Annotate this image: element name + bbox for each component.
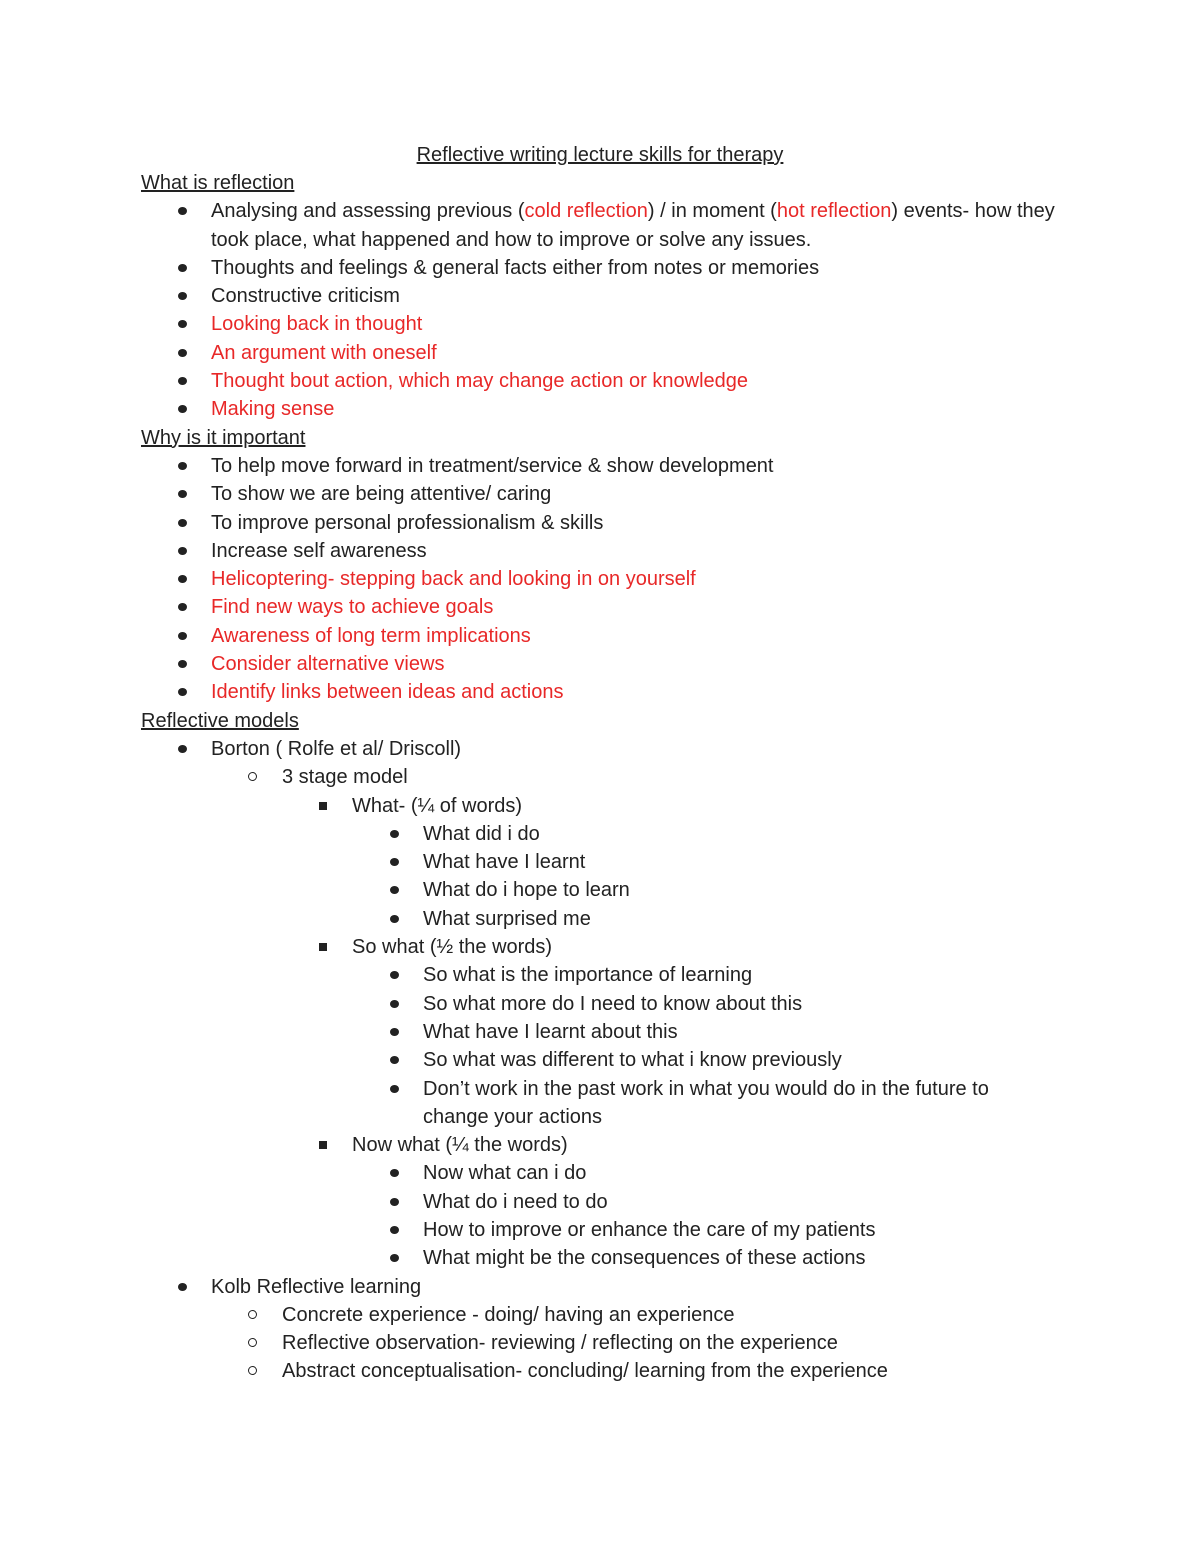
list-item: Analysing and assessing previous (cold reflection) / in moment (hot reflection) events- how they took place, what happened and how to improve or solve any issues. xyxy=(141,197,1061,254)
list-item-highlight: Helicoptering- stepping back and looking in on yourself xyxy=(141,565,1061,593)
list-item: What do i need to do xyxy=(141,1188,1061,1216)
list-item: Concrete experience - doing/ having an experience xyxy=(141,1301,1061,1329)
kolb-sublist xyxy=(141,1301,1061,1386)
now-what-items-list xyxy=(141,1159,1061,1272)
list-item: Now what can i do xyxy=(141,1159,1061,1187)
bullet-icon xyxy=(178,462,187,470)
list-item: To help move forward in treatment/service & show development xyxy=(141,452,1061,480)
stage-what-list xyxy=(141,792,1061,820)
bullet-icon xyxy=(178,207,187,215)
bullet-icon xyxy=(390,830,399,838)
highlight-text: hot reflection xyxy=(776,200,892,223)
list-item: Thoughts and feelings & general facts either from notes or memories xyxy=(141,254,1061,282)
document-title: Reflective writing lecture skills for therapy xyxy=(416,144,784,166)
list-item: What have I learnt xyxy=(141,848,1061,876)
list-item-borton: Borton ( Rolfe et al/ Driscoll) xyxy=(141,735,1061,763)
list-item-stage-model: 3 stage model xyxy=(141,763,1061,791)
square-bullet-icon xyxy=(319,1141,327,1149)
bullet-icon xyxy=(178,688,187,696)
list-item: So what more do I need to know about this xyxy=(141,990,1061,1018)
why-important-list xyxy=(141,452,1061,707)
stage-now-what-list xyxy=(141,1131,1061,1159)
list-item: To show we are being attentive/ caring xyxy=(141,480,1061,508)
bullet-icon xyxy=(178,547,187,555)
list-item-highlight: Awareness of long term implications xyxy=(141,622,1061,650)
bullet-icon xyxy=(178,632,187,640)
kolb-list xyxy=(141,1273,1061,1301)
hollow-bullet-icon xyxy=(248,1366,257,1375)
bullet-icon xyxy=(390,858,399,866)
section-heading-what-is-reflection: What is reflection xyxy=(141,172,295,194)
square-bullet-icon xyxy=(319,802,327,810)
bullet-icon xyxy=(178,490,187,498)
bullet-icon xyxy=(390,1226,399,1234)
bullet-icon xyxy=(178,660,187,668)
list-item: Constructive criticism xyxy=(141,282,1061,310)
list-item: So what is the importance of learning xyxy=(141,961,1061,989)
section-heading-reflective-models: Reflective models xyxy=(141,709,299,732)
what-is-reflection-list xyxy=(141,197,1061,423)
bullet-icon xyxy=(390,915,399,923)
highlight-text: cold reflection xyxy=(524,200,648,223)
list-item: What do i hope to learn xyxy=(141,876,1061,904)
list-item: What did i do xyxy=(141,820,1061,848)
bullet-icon xyxy=(178,292,187,300)
list-item-now-what: Now what (¼ the words) xyxy=(141,1131,1061,1159)
list-item: Abstract conceptualisation- concluding/ learning from the experience xyxy=(141,1357,1061,1385)
list-item-what: What- (¼ of words) xyxy=(141,792,1061,820)
list-item-kolb: Kolb Reflective learning xyxy=(141,1273,1061,1301)
bullet-icon xyxy=(390,1254,399,1262)
bullet-icon xyxy=(178,349,187,357)
borton-sublist xyxy=(141,763,1061,791)
section-heading-why-important: Why is it important xyxy=(141,426,306,449)
bullet-icon xyxy=(178,405,187,413)
bullet-icon xyxy=(390,1169,399,1177)
bullet-icon xyxy=(178,377,187,385)
list-item-highlight: Thought bout action, which may change action or knowledge xyxy=(141,367,1061,395)
list-item-highlight: An argument with oneself xyxy=(141,339,1061,367)
list-item: Reflective observation- reviewing / reflecting on the experience xyxy=(141,1329,1061,1357)
list-item: Don’t work in the past work in what you would do in the future to change your actions xyxy=(141,1075,1061,1132)
list-item-highlight: Making sense xyxy=(141,395,1061,423)
bullet-icon xyxy=(390,1085,399,1093)
list-item-highlight: Identify links between ideas and actions xyxy=(141,678,1061,706)
list-item: So what was different to what i know previously xyxy=(141,1046,1061,1074)
list-item: What surprised me xyxy=(141,905,1061,933)
hollow-bullet-icon xyxy=(248,1310,257,1319)
bullet-icon xyxy=(178,519,187,527)
bullet-icon xyxy=(390,1028,399,1036)
list-item: How to improve or enhance the care of my patients xyxy=(141,1216,1061,1244)
stage-so-what-list xyxy=(141,933,1061,961)
list-item: What have I learnt about this xyxy=(141,1018,1061,1046)
list-item-so-what: So what (½ the words) xyxy=(141,933,1061,961)
bullet-icon xyxy=(390,1000,399,1008)
list-item-highlight: Looking back in thought xyxy=(141,310,1061,338)
list-item: What might be the consequences of these actions xyxy=(141,1244,1061,1272)
bullet-icon xyxy=(178,603,187,611)
bullet-icon xyxy=(178,745,187,753)
what-items-list xyxy=(141,820,1061,933)
so-what-items-list xyxy=(141,961,1061,1131)
list-item-highlight: Find new ways to achieve goals xyxy=(141,593,1061,621)
bullet-icon xyxy=(390,971,399,979)
bullet-icon xyxy=(178,575,187,583)
bullet-icon xyxy=(178,1283,187,1291)
reflective-models-list xyxy=(141,735,1061,763)
list-item-highlight: Consider alternative views xyxy=(141,650,1061,678)
bullet-icon xyxy=(390,1198,399,1206)
bullet-icon xyxy=(390,886,399,894)
list-item: To improve personal professionalism & skills xyxy=(141,509,1061,537)
document-body xyxy=(141,169,1061,1386)
hollow-bullet-icon xyxy=(248,1338,257,1347)
square-bullet-icon xyxy=(319,943,327,951)
bullet-icon xyxy=(390,1056,399,1064)
bullet-icon xyxy=(178,320,187,328)
bullet-icon xyxy=(178,264,187,272)
hollow-bullet-icon xyxy=(248,772,257,781)
list-item: Increase self awareness xyxy=(141,537,1061,565)
